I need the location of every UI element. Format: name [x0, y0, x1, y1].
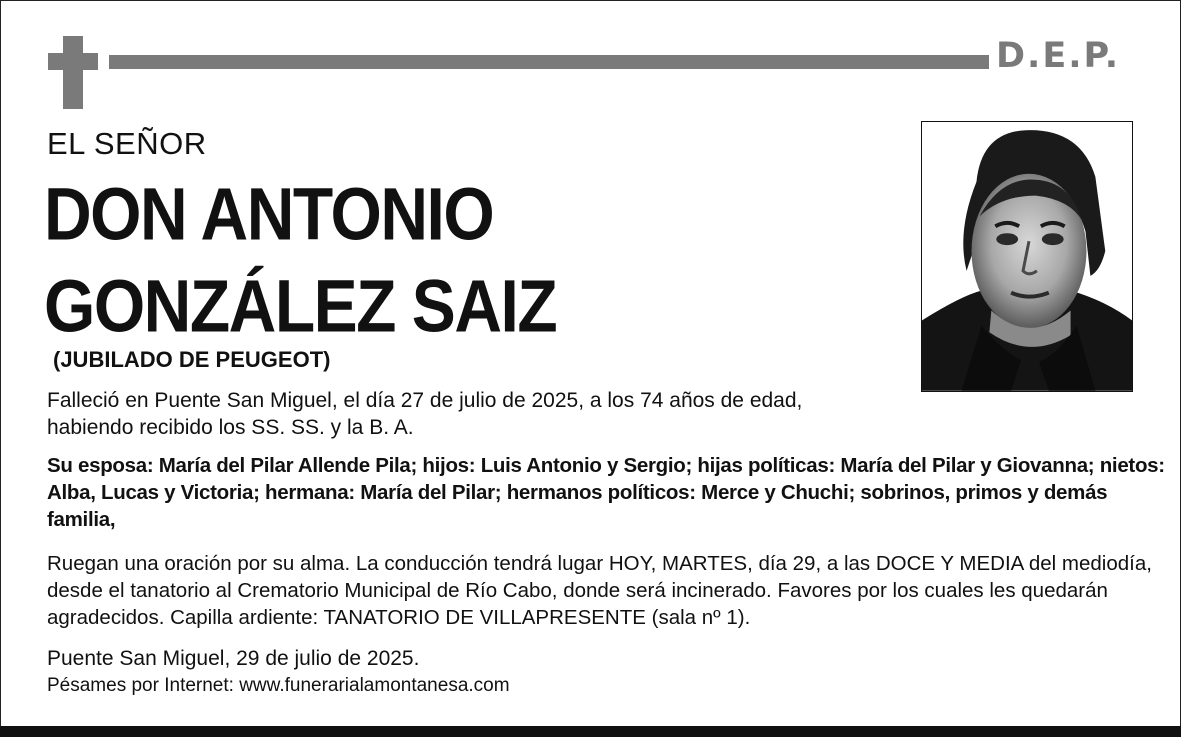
condolences-line: Pésames por Internet: www.funerarialamontanesa.com	[47, 675, 510, 696]
portrait-photo	[921, 121, 1133, 392]
header-rule	[109, 55, 989, 69]
occupation: (JUBILADO DE PEUGEOT)	[53, 347, 331, 372]
ceremony-details: Ruegan una oración por su alma. La conducción tendrá lugar HOY, MARTES, día 29, a las DOCE Y MEDIA del mediodía, desde el tanatorio al Crematorio Municipal de Río Cabo, donde será incinerado. Favores por los cuales les quedarán agradecidos. Capilla ardiente: TANATORIO DE VILLAPRESENTE (sala nº 1).	[47, 552, 1152, 629]
dep-label: D.E.P.	[996, 36, 1121, 76]
honorific: EL SEÑOR	[47, 126, 207, 161]
place-date: Puente San Miguel, 29 de julio de 2025.	[47, 647, 420, 670]
deceased-name	[44, 168, 556, 352]
death-notice: Falleció en Puente San Miguel, el día 27 de julio de 2025, a los 74 años de edad, habiendo recibido los SS. SS. y la B. A.	[47, 389, 803, 439]
family-list: Su esposa: María del Pilar Allende Pila; hijos: Luis Antonio y Sergio; hijas políticas: María del Pilar y Giovanna; nietos: Alba, Lucas y Victoria; hermana: María del Pilar; hermanos políticos: Merce y Chuchi; sobrinos, primos y demás familia,	[47, 454, 1165, 531]
name-line-2: GONZÁLEZ SAIZ	[44, 264, 557, 348]
name-line-1: DON ANTONIO	[44, 172, 494, 256]
bottom-rule	[0, 726, 1181, 737]
